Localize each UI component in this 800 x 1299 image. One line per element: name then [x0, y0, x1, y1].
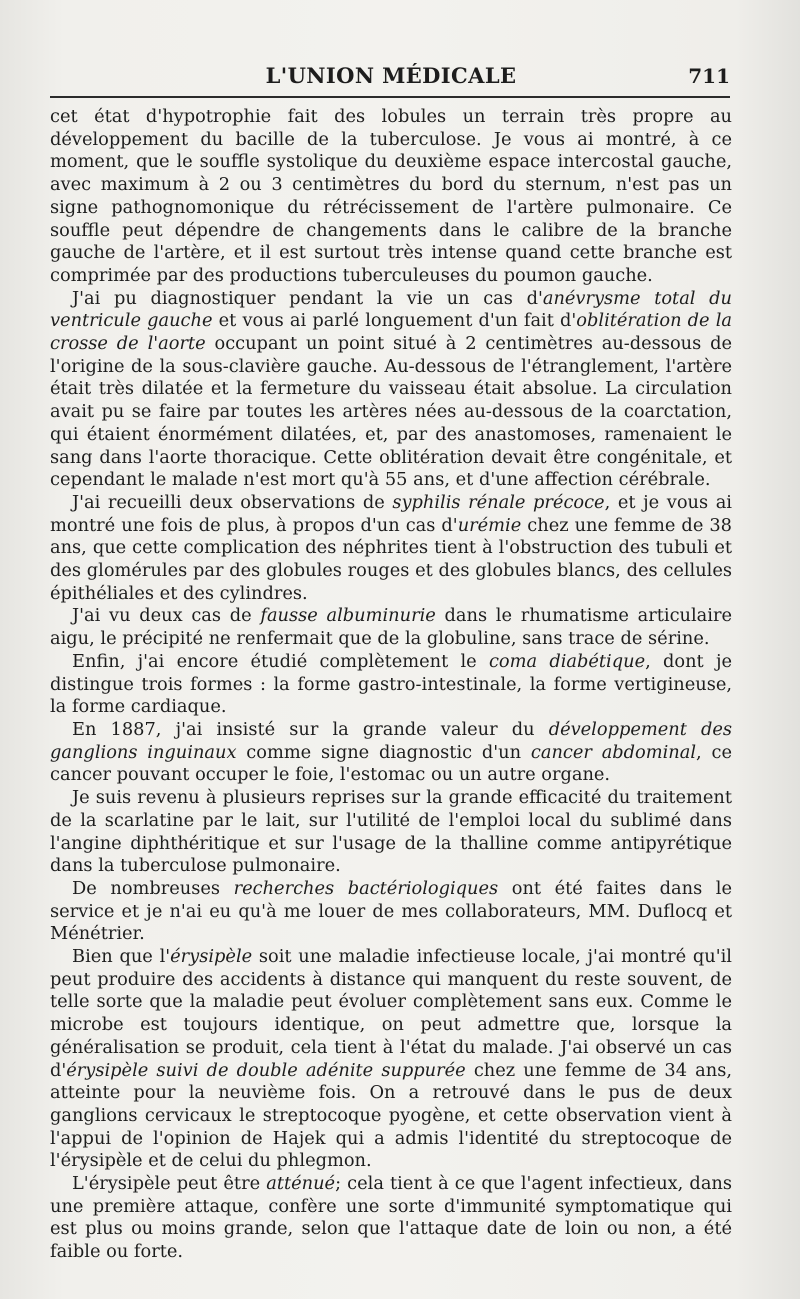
text-run: comme signe diagnostic d'un: [236, 741, 531, 763]
italic-run: oblitération de la crosse de l'aorte: [50, 310, 733, 355]
text-run: J'ai vu deux cas de: [72, 605, 261, 627]
text-run: , dont je distingue trois formes : la forme gastro-intestinale, la forme vertigineuse, la forme cardiaque.: [50, 650, 732, 718]
text-run: ont été faites dans le service et je n'ai eu qu'à me louer de mes collaborateurs, MM. Duflocq et Ménétrier.: [50, 877, 733, 945]
header-rule: [50, 96, 730, 98]
paragraph: [50, 288, 732, 492]
text-run: , et je vous ai montré une fois de plus, à propos d'un cas d': [50, 491, 732, 536]
text-run: L'érysipèle peut être: [72, 1173, 267, 1195]
text-run: Enfin, j'ai encore étudié complètement le: [72, 650, 489, 672]
paragraph: [50, 787, 732, 878]
italic-run: développement des ganglions inguinaux: [50, 718, 732, 763]
italic-run: érysipèle suivi de double adénite suppurée: [66, 1059, 466, 1081]
text-run: J'ai recueilli deux observations de: [72, 491, 393, 513]
paragraph: [50, 878, 732, 946]
italic-run: recherches bactériologiques: [233, 877, 499, 899]
italic-run: fausse albuminurie: [260, 605, 436, 627]
paragraph: [50, 605, 732, 650]
text-run: chez une femme de 38 ans, que cette complication des néphrites tient à l'obstruction des tubuli et des glomérules par des globules rouges et des globules blancs, des cellules épithéliales et des cylindres.: [50, 514, 732, 604]
text-run: et vous ai parlé longuement d'un fait d': [212, 310, 577, 332]
text-run: , ce cancer pouvant occuper le foie, l'estomac ou un autre organe.: [50, 741, 732, 786]
page-header: [50, 62, 732, 92]
italic-run: cancer abdominal: [530, 741, 697, 763]
page-number: 711: [688, 64, 730, 88]
paragraph: [50, 651, 732, 719]
text-run: ; cela tient à ce que l'agent infectieux, dans une première attaque, confère une sorte d'immunité symptomatique qui est plus ou moins grande, selon que l'attaque date de loin ou non, a été faible ou forte.: [50, 1173, 732, 1263]
italic-run: syphilis rénale précoce: [392, 491, 605, 513]
text-run: occupant un point situé à 2 centimètres au-dessous de l'origine de la sous-clavière gauche. Au-dessous de l'étranglement, l'artère était très dilatée et la fermeture du vaisseau était absolue. La circulation avait pu se faire par toutes les artères nées au-dessous de la coarctation, qui étaient énormément dilatées, et, par des anastomoses, ramenaient le sang dans l'aorte thoracique. Cette oblitération devait être congénitale, et cependant le malade n'est mort qu'à 55 ans, et d'une affection cérébrale.: [50, 333, 732, 491]
italic-run: urémie: [457, 514, 522, 536]
paragraph: [50, 106, 732, 288]
text-run: En 1887, j'ai insisté sur la grande valeur du: [72, 718, 549, 740]
text-run: chez une femme de 34 ans, atteinte pour la neuvième fois. On a retrouvé dans le pus de deux ganglions cervicaux le streptocoque pyogène, et cette observation vient à l'appui de l'opinion de Hajek qui a admis l'identité du streptocoque de l'érysipèle et de celui du phlegmon.: [50, 1059, 732, 1172]
text-run: De nombreuses: [72, 877, 234, 899]
paragraph: [50, 946, 732, 1173]
paragraph: [50, 492, 732, 606]
paragraph: [50, 1173, 732, 1264]
text-run: Bien que l': [72, 946, 171, 968]
paragraph: [50, 719, 732, 787]
running-title: L'UNION MÉDICALE: [265, 63, 517, 88]
body-text: [50, 106, 732, 1264]
text-run: soit une maladie infectieuse locale, j'ai montré qu'il peut produire des accidents à distance qui manquent du reste souvent, de telle sorte que la maladie peut évoluer complètement sans eux. Comme le microbe est toujours identique, on peut admettre que, lorsque la généralisation se produit, cela tient à l'état du malade. J'ai observé un cas d': [50, 946, 732, 1081]
text-run: dans le rhumatisme articulaire aigu, le précipité ne renfermait que de la globuline, sans trace de sérine.: [50, 605, 732, 650]
text-run: Je suis revenu à plusieurs reprises sur la grande efficacité du traitement de la scarlatine par le lait, sur l'utilité de l'emploi local du sublimé dans l'angine diphthéritique et sur l'usage de la thalline comme antipyrétique dans la tuberculose pulmonaire.: [50, 787, 732, 877]
italic-run: anévrysme total du ventricule gauche: [50, 287, 732, 332]
text-run: cet état d'hypotrophie fait des lobules un terrain très propre au développement du bacille de la tuberculose. Je vous ai montré, à ce moment, que le souffle systolique du deuxième espace intercostal gauche, avec maximum à 2 ou 3 centimètres du bord du sternum, n'est pas un signe pathognomonique du rétrécissement de l'artère pulmonaire. Ce souffle peut dépendre de changements dans le calibre de la branche gauche de l'artère, et il est surtout très intense quand cette branche est comprimée par des productions tuberculeuses du poumon gauche.: [50, 106, 732, 286]
text-run: J'ai pu diagnostiquer pendant la vie un cas d': [72, 287, 543, 309]
italic-run: coma diabétique: [488, 650, 646, 672]
italic-run: atténué: [266, 1173, 336, 1195]
italic-run: érysipèle: [170, 946, 253, 968]
